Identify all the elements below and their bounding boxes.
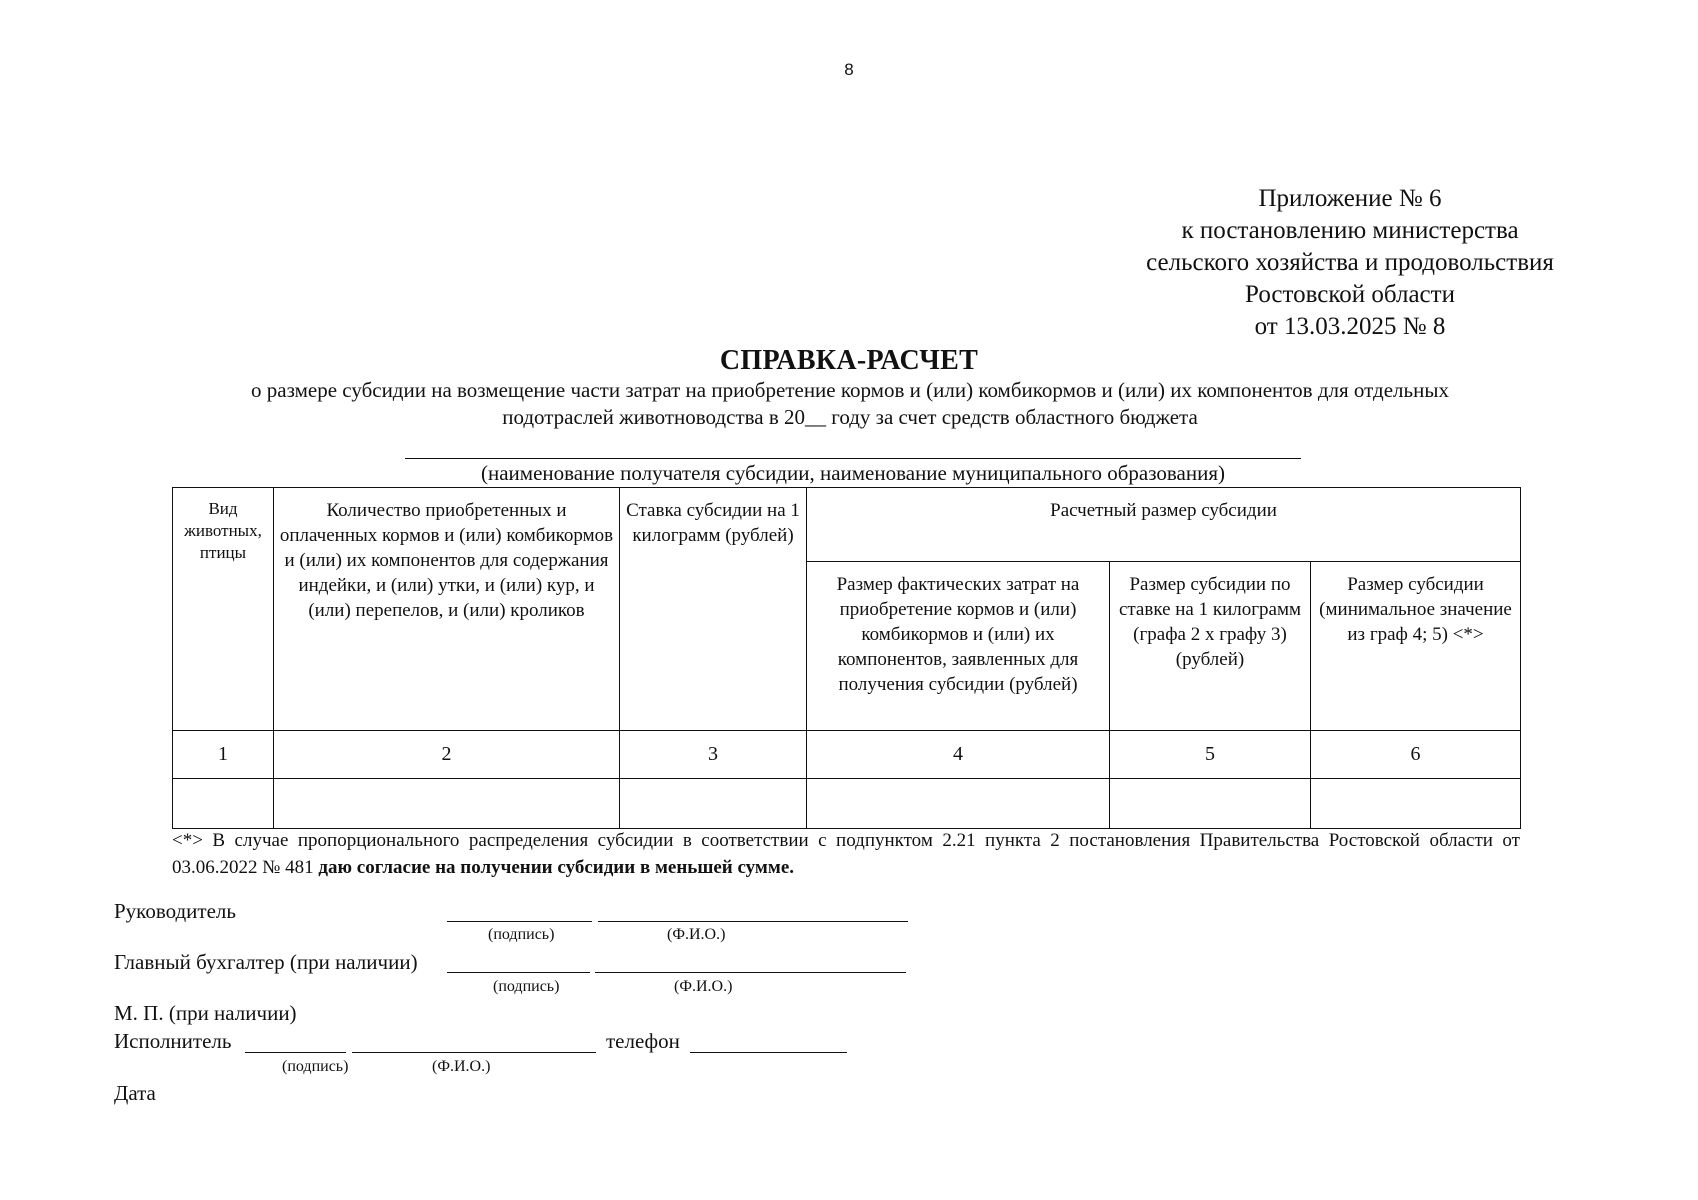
document-title: СПРАВКА-РАСЧЕТ [719, 345, 979, 376]
column-number-row [173, 731, 1521, 779]
sign-caption: (подпись) [488, 926, 555, 943]
table-cell[interactable] [620, 779, 807, 829]
table-row [173, 779, 1521, 829]
table-header-row [173, 488, 1521, 562]
stamp-label: М. П. (при наличии) [114, 1001, 297, 1025]
column-number: 5 [1110, 731, 1311, 779]
footnote-text: <*> В случае пропорционального распределения субсидии в соответствии с подпунктом 2.21 пункта 2 постановления Правительства Ростовской области от 03.06.2022 № 481 [172, 830, 1520, 878]
date-label: Дата [114, 1081, 156, 1105]
phone-line[interactable] [690, 1052, 847, 1053]
column-number: 2 [274, 731, 620, 779]
sign-caption: (подпись) [282, 1058, 349, 1075]
column-number: 1 [173, 731, 274, 779]
table-cell[interactable] [807, 779, 1110, 829]
name-caption: (Ф.И.О.) [667, 926, 726, 943]
col5-header: Размер субсидии по ставке на 1 килограмм (графа 2 х графу 3) (рублей) [1110, 562, 1311, 731]
table-cell[interactable] [1311, 779, 1521, 829]
recipient-fill-line[interactable] [405, 458, 1301, 459]
executor-label: Исполнитель [114, 1029, 232, 1053]
calculation-table [172, 487, 1521, 829]
accountant-label: Главный бухгалтер (при наличии) [114, 950, 418, 974]
name-caption: (Ф.И.О.) [432, 1058, 491, 1075]
accountant-signature-line[interactable] [447, 972, 590, 973]
appendix-line: от 13.03.2025 № 8 [1254, 313, 1446, 340]
executor-name-line[interactable] [352, 1052, 596, 1053]
head-name-line[interactable] [598, 921, 908, 922]
phone-label: телефон [606, 1029, 680, 1053]
group-header: Расчетный размер субсидии [807, 488, 1521, 562]
appendix-line: Приложение № 6 [1258, 185, 1442, 212]
head-signature-line[interactable] [447, 921, 592, 922]
sign-caption: (подпись) [493, 978, 560, 995]
recipient-caption: (наименование получателя субсидии, наименование муниципального образования) [480, 461, 1226, 485]
appendix-line: к постановлению министерства [1181, 217, 1519, 244]
column-number: 4 [807, 731, 1110, 779]
column-number: 3 [620, 731, 807, 779]
table-cell[interactable] [274, 779, 620, 829]
document-subtitle [130, 377, 1570, 431]
accountant-name-line[interactable] [595, 972, 906, 973]
table-cell[interactable] [173, 779, 274, 829]
page-number: 8 [844, 60, 854, 79]
footnote [172, 827, 1520, 881]
col1-header: Вид животных, птицы [173, 488, 274, 731]
appendix-line: Ростовской области [1245, 281, 1455, 308]
name-caption: (Ф.И.О.) [674, 978, 733, 995]
subtitle-line: подотраслей животноводства в 20__ году за счет средств областного бюджета [502, 405, 1198, 429]
subtitle-line: о размере субсидии на возмещение части затрат на приобретение кормов и (или) комбикормов и (или) их компонентов для отдельных [251, 378, 1449, 402]
col6-header: Размер субсидии (минимальное значение из граф 4; 5) <*> [1311, 562, 1521, 731]
head-label: Руководитель [114, 899, 236, 923]
col2-header: Количество приобретенных и оплаченных кормов и (или) комбикормов и (или) их компонентов для содержания индейки, и (или) утки, и (или) кур, и (или) перепелов, и (или) кроликов [274, 488, 620, 731]
footnote-bold-text: даю согласие на получении субсидии в меньшей сумме. [318, 857, 795, 878]
col3-header: Ставка субсидии на 1 килограмм (рублей) [620, 488, 807, 731]
appendix-block [1100, 183, 1600, 343]
col4-header: Размер фактических затрат на приобретение кормов и (или) комбикормов и (или) их компонентов, заявленных для получения субсидии (рублей) [807, 562, 1110, 731]
column-number: 6 [1311, 731, 1521, 779]
appendix-line: сельского хозяйства и продовольствия [1146, 249, 1554, 276]
executor-signature-line[interactable] [245, 1052, 346, 1053]
table-cell[interactable] [1110, 779, 1311, 829]
